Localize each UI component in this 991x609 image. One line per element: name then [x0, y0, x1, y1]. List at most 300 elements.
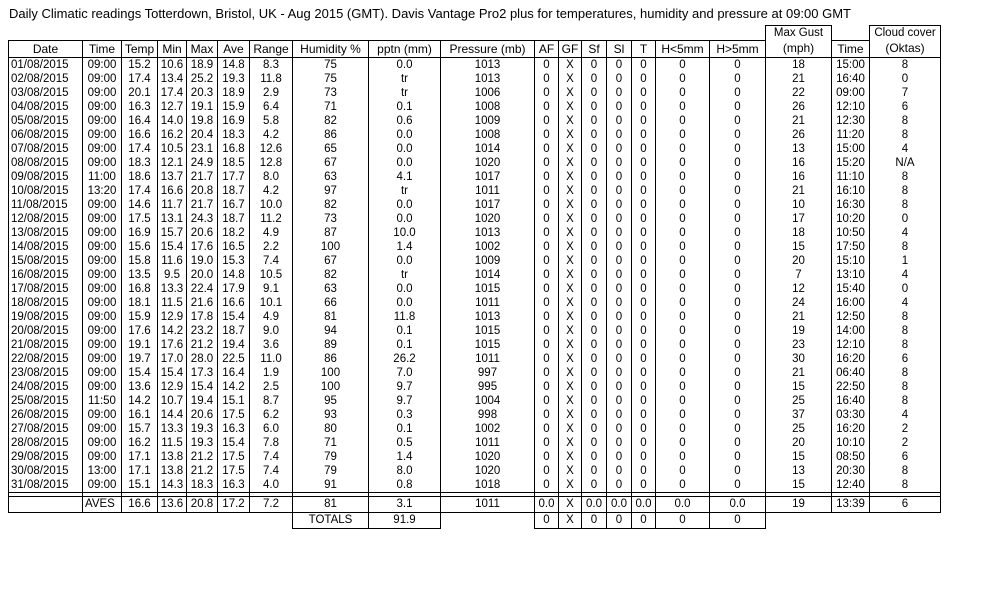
cell-min: 15.4	[158, 240, 187, 254]
cell-min: 12.7	[158, 100, 187, 114]
cell-temp: 15.9	[122, 310, 158, 324]
cell-humidity: 86	[293, 128, 369, 142]
cell-h-lt-5mm: 0	[656, 226, 710, 240]
cell-af: 0	[535, 436, 559, 450]
cell-ave: 16.5	[218, 240, 250, 254]
cell-sf: 0	[582, 226, 607, 240]
cell-sl: 0	[607, 142, 632, 156]
cell-humidity: 81	[293, 310, 369, 324]
cell-range: 7.4	[250, 254, 293, 268]
cell-gust-time: 12:40	[832, 478, 870, 493]
cell-sl: 0	[607, 184, 632, 198]
cell-pptn: 0.1	[369, 422, 441, 436]
cell-pressure: 1013	[441, 226, 535, 240]
cell-temp: 20.1	[122, 86, 158, 100]
cell-h-gt-5mm: 0	[710, 310, 766, 324]
table-row	[9, 170, 941, 184]
cell-range: 10.0	[250, 198, 293, 212]
cell-pressure: 1015	[441, 282, 535, 296]
cell-temp: 15.6	[122, 240, 158, 254]
cell-date: 12/08/2015	[9, 212, 83, 226]
cell-cloud-cover: 6	[870, 100, 941, 114]
cell-gf: X	[559, 282, 582, 296]
cell-gf: X	[559, 156, 582, 170]
cell-min: 10.7	[158, 394, 187, 408]
cell-ave: 18.5	[218, 156, 250, 170]
cell-sf: 0	[582, 156, 607, 170]
cell-t: 0	[632, 254, 656, 268]
cell-gf: X	[559, 380, 582, 394]
cell-sl: 0	[607, 114, 632, 128]
cell-max-gust: 7	[766, 268, 832, 282]
cell-pressure: 1018	[441, 478, 535, 493]
cell-pptn: 0.0	[369, 142, 441, 156]
cell-pressure: 1020	[441, 212, 535, 226]
cell-cloud-cover: 8	[870, 366, 941, 380]
cell-gf: X	[559, 114, 582, 128]
cell-range: 4.0	[250, 478, 293, 493]
cell-temp: 19.7	[122, 352, 158, 366]
cell-temp: 16.9	[122, 226, 158, 240]
cell-max: 21.7	[187, 198, 218, 212]
cell-min: 17.6	[158, 338, 187, 352]
cell-max: 21.2	[187, 464, 218, 478]
cell-temp: 17.6	[122, 324, 158, 338]
cell-pptn: 0.0	[369, 156, 441, 170]
cell-af: 0	[535, 156, 559, 170]
cell-min: 13.1	[158, 212, 187, 226]
cell-max-gust: 37	[766, 408, 832, 422]
cell-max-gust: 19	[766, 324, 832, 338]
cell-gf: X	[559, 324, 582, 338]
header-pptn: pptn (mm)	[369, 40, 441, 57]
cell-gf: X	[559, 296, 582, 310]
cell-range: 4.9	[250, 310, 293, 324]
cell-af: 0	[535, 128, 559, 142]
cell-af: 0	[535, 170, 559, 184]
cell-t: 0	[632, 100, 656, 114]
averages-row	[9, 496, 941, 512]
cell-t: 0	[632, 86, 656, 100]
cell-temp: 15.1	[122, 478, 158, 493]
cell-t: 0	[632, 57, 656, 72]
cell-h-lt-5mm: 0	[656, 114, 710, 128]
table-row	[9, 212, 941, 226]
cell-sf: 0	[582, 254, 607, 268]
cell-ave: 15.4	[218, 310, 250, 324]
cell-time: 09:00	[83, 254, 122, 268]
cell-temp: 16.3	[122, 100, 158, 114]
avg-gust-time: 13:39	[832, 496, 870, 512]
cell-pptn: 0.5	[369, 436, 441, 450]
cell-t: 0	[632, 352, 656, 366]
cell-time: 09:00	[83, 436, 122, 450]
cell-ave: 14.2	[218, 380, 250, 394]
cell-time: 09:00	[83, 478, 122, 493]
cell-t: 0	[632, 226, 656, 240]
cell-h-lt-5mm: 0	[656, 338, 710, 352]
cell-af: 0	[535, 86, 559, 100]
cell-h-gt-5mm: 0	[710, 128, 766, 142]
avg-range: 7.2	[250, 496, 293, 512]
cell-humidity: 95	[293, 394, 369, 408]
cell-pressure: 1008	[441, 100, 535, 114]
cell-cloud-cover: 6	[870, 352, 941, 366]
table-row	[9, 72, 941, 86]
cell-time: 13:00	[83, 464, 122, 478]
cell-sl: 0	[607, 282, 632, 296]
cell-date: 26/08/2015	[9, 408, 83, 422]
cell-range: 12.6	[250, 142, 293, 156]
cell-gust-time: 20:30	[832, 464, 870, 478]
cell-h-lt-5mm: 0	[656, 100, 710, 114]
cell-temp: 17.4	[122, 184, 158, 198]
cell-af: 0	[535, 57, 559, 72]
cell-time: 09:00	[83, 240, 122, 254]
avg-t: 0.0	[632, 496, 656, 512]
cell-time: 09:00	[83, 198, 122, 212]
table-row	[9, 296, 941, 310]
cell-temp: 16.2	[122, 436, 158, 450]
avg-pressure: 1011	[441, 496, 535, 512]
cell-date: 25/08/2015	[9, 394, 83, 408]
cell-pptn: 9.7	[369, 380, 441, 394]
cell-sl: 0	[607, 310, 632, 324]
cell-min: 9.5	[158, 268, 187, 282]
cell-pressure: 1006	[441, 86, 535, 100]
cell-min: 13.7	[158, 170, 187, 184]
totals-row	[9, 512, 941, 528]
cell-gf: X	[559, 310, 582, 324]
header-cloud-cover: Cloud cover	[870, 26, 941, 41]
header-gust-mph: (mph)	[766, 40, 832, 57]
cell-ave: 18.9	[218, 86, 250, 100]
cell-humidity: 79	[293, 464, 369, 478]
cell-pptn: tr	[369, 184, 441, 198]
cell-humidity: 65	[293, 142, 369, 156]
table-row	[9, 226, 941, 240]
header-gust-time: Time	[832, 40, 870, 57]
cell-sl: 0	[607, 72, 632, 86]
cell-max-gust: 18	[766, 57, 832, 72]
avg-gf: X	[559, 496, 582, 512]
cell-h-lt-5mm: 0	[656, 464, 710, 478]
cell-date: 30/08/2015	[9, 464, 83, 478]
cell-pptn: 0.0	[369, 282, 441, 296]
table-row	[9, 114, 941, 128]
cell-min: 13.4	[158, 72, 187, 86]
header-ave: Ave	[218, 40, 250, 57]
cell-max-gust: 25	[766, 394, 832, 408]
cell-date: 24/08/2015	[9, 380, 83, 394]
cell-sl: 0	[607, 86, 632, 100]
cell-af: 0	[535, 408, 559, 422]
avg-h-lt-5mm: 0.0	[656, 496, 710, 512]
cell-min: 16.2	[158, 128, 187, 142]
cell-humidity: 67	[293, 254, 369, 268]
cell-time: 09:00	[83, 380, 122, 394]
cell-gust-time: 12:30	[832, 114, 870, 128]
cell-cloud-cover: 8	[870, 57, 941, 72]
cell-max-gust: 30	[766, 352, 832, 366]
cell-sf: 0	[582, 338, 607, 352]
cell-date: 03/08/2015	[9, 86, 83, 100]
cell-h-lt-5mm: 0	[656, 436, 710, 450]
cell-date: 13/08/2015	[9, 226, 83, 240]
cell-pptn: 1.4	[369, 240, 441, 254]
cell-t: 0	[632, 184, 656, 198]
cell-h-lt-5mm: 0	[656, 212, 710, 226]
cell-date: 23/08/2015	[9, 366, 83, 380]
cell-time: 09:00	[83, 226, 122, 240]
cell-gust-time: 22:50	[832, 380, 870, 394]
cell-gf: X	[559, 86, 582, 100]
cell-pressure: 1015	[441, 324, 535, 338]
cell-pressure: 1013	[441, 57, 535, 72]
cell-max: 18.9	[187, 57, 218, 72]
cell-h-gt-5mm: 0	[710, 114, 766, 128]
cell-gust-time: 12:50	[832, 310, 870, 324]
cell-gust-time: 11:20	[832, 128, 870, 142]
cell-af: 0	[535, 310, 559, 324]
cell-humidity: 89	[293, 338, 369, 352]
cell-h-lt-5mm: 0	[656, 156, 710, 170]
cell-min: 14.4	[158, 408, 187, 422]
cell-sl: 0	[607, 450, 632, 464]
cell-max: 21.6	[187, 296, 218, 310]
cell-range: 7.4	[250, 464, 293, 478]
cell-date: 28/08/2015	[9, 436, 83, 450]
cell-t: 0	[632, 380, 656, 394]
cell-cloud-cover: 2	[870, 436, 941, 450]
cell-gust-time: 16:00	[832, 296, 870, 310]
cell-min: 13.8	[158, 464, 187, 478]
cell-range: 6.2	[250, 408, 293, 422]
cell-date: 17/08/2015	[9, 282, 83, 296]
table-row	[9, 310, 941, 324]
cell-gf: X	[559, 268, 582, 282]
cell-h-lt-5mm: 0	[656, 170, 710, 184]
cell-pptn: tr	[369, 72, 441, 86]
cell-cloud-cover: 8	[870, 478, 941, 493]
cell-ave: 19.3	[218, 72, 250, 86]
total-pptn: 91.9	[369, 512, 441, 528]
cell-max: 20.6	[187, 226, 218, 240]
cell-pptn: 1.4	[369, 450, 441, 464]
cell-sf: 0	[582, 366, 607, 380]
cell-min: 16.6	[158, 184, 187, 198]
cell-range: 6.0	[250, 422, 293, 436]
cell-min: 10.5	[158, 142, 187, 156]
cell-af: 0	[535, 184, 559, 198]
cell-pptn: 0.0	[369, 128, 441, 142]
cell-date: 01/08/2015	[9, 57, 83, 72]
cell-max-gust: 25	[766, 422, 832, 436]
cell-date: 29/08/2015	[9, 450, 83, 464]
cell-ave: 14.8	[218, 268, 250, 282]
cell-pressure: 1011	[441, 296, 535, 310]
avg-min: 13.6	[158, 496, 187, 512]
cell-max: 20.0	[187, 268, 218, 282]
cell-max: 23.1	[187, 142, 218, 156]
averages-label: AVES	[83, 496, 122, 512]
cell-range: 8.3	[250, 57, 293, 72]
cell-t: 0	[632, 212, 656, 226]
avg-sf: 0.0	[582, 496, 607, 512]
cell-pressure: 1004	[441, 394, 535, 408]
cell-pptn: 0.1	[369, 324, 441, 338]
cell-af: 0	[535, 296, 559, 310]
cell-pptn: 11.8	[369, 310, 441, 324]
cell-sl: 0	[607, 254, 632, 268]
cell-time: 11:50	[83, 394, 122, 408]
cell-pressure: 1002	[441, 422, 535, 436]
table-row	[9, 128, 941, 142]
cell-time: 09:00	[83, 72, 122, 86]
cell-sf: 0	[582, 142, 607, 156]
cell-temp: 18.1	[122, 296, 158, 310]
cell-cloud-cover: 8	[870, 310, 941, 324]
cell-humidity: 94	[293, 324, 369, 338]
cell-sf: 0	[582, 450, 607, 464]
cell-temp: 17.4	[122, 142, 158, 156]
cell-max-gust: 22	[766, 86, 832, 100]
cell-max: 22.4	[187, 282, 218, 296]
cell-humidity: 82	[293, 268, 369, 282]
page-title: Daily Climatic readings Totterdown, Bristol, UK - Aug 2015 (GMT). Davis Vantage Pro2 plus for temperatures, humidity and pressure at 09:00 GMT	[9, 6, 851, 21]
cell-range: 2.9	[250, 86, 293, 100]
cell-pressure: 1009	[441, 254, 535, 268]
cell-sl: 0	[607, 366, 632, 380]
cell-humidity: 66	[293, 296, 369, 310]
cell-cloud-cover: 8	[870, 380, 941, 394]
cell-max: 24.3	[187, 212, 218, 226]
cell-ave: 15.9	[218, 100, 250, 114]
cell-gust-time: 08:50	[832, 450, 870, 464]
cell-sf: 0	[582, 212, 607, 226]
cell-sf: 0	[582, 464, 607, 478]
cell-pressure: 1017	[441, 170, 535, 184]
cell-humidity: 82	[293, 114, 369, 128]
cell-h-gt-5mm: 0	[710, 366, 766, 380]
cell-h-gt-5mm: 0	[710, 464, 766, 478]
cell-sl: 0	[607, 436, 632, 450]
cell-pressure: 1011	[441, 436, 535, 450]
cell-af: 0	[535, 198, 559, 212]
cell-h-gt-5mm: 0	[710, 408, 766, 422]
cell-range: 11.8	[250, 72, 293, 86]
cell-pressure: 1020	[441, 450, 535, 464]
header-max-gust: Max Gust	[766, 26, 832, 41]
cell-sl: 0	[607, 268, 632, 282]
cell-gf: X	[559, 170, 582, 184]
cell-temp: 17.5	[122, 212, 158, 226]
cell-temp: 15.2	[122, 57, 158, 72]
cell-range: 6.4	[250, 100, 293, 114]
cell-temp: 16.4	[122, 114, 158, 128]
cell-gust-time: 15:10	[832, 254, 870, 268]
cell-date: 04/08/2015	[9, 100, 83, 114]
cell-humidity: 73	[293, 212, 369, 226]
cell-pressure: 1011	[441, 352, 535, 366]
cell-min: 12.9	[158, 380, 187, 394]
cell-sf: 0	[582, 114, 607, 128]
cell-temp: 18.3	[122, 156, 158, 170]
cell-h-gt-5mm: 0	[710, 156, 766, 170]
table-row	[9, 450, 941, 464]
cell-cloud-cover: 0	[870, 72, 941, 86]
cell-time: 09:00	[83, 57, 122, 72]
cell-date: 10/08/2015	[9, 184, 83, 198]
cell-ave: 16.6	[218, 296, 250, 310]
cell-humidity: 91	[293, 478, 369, 493]
total-t: 0	[632, 512, 656, 528]
cell-date: 15/08/2015	[9, 254, 83, 268]
cell-pressure: 1011	[441, 184, 535, 198]
cell-sl: 0	[607, 422, 632, 436]
cell-af: 0	[535, 282, 559, 296]
cell-pptn: 9.7	[369, 394, 441, 408]
cell-ave: 18.7	[218, 184, 250, 198]
cell-max: 28.0	[187, 352, 218, 366]
cell-min: 17.0	[158, 352, 187, 366]
cell-sl: 0	[607, 296, 632, 310]
cell-ave: 19.4	[218, 338, 250, 352]
cell-sl: 0	[607, 156, 632, 170]
cell-sl: 0	[607, 380, 632, 394]
cell-cloud-cover: 4	[870, 296, 941, 310]
cell-max: 23.2	[187, 324, 218, 338]
cell-pptn: 0.0	[369, 57, 441, 72]
cell-h-gt-5mm: 0	[710, 296, 766, 310]
cell-h-gt-5mm: 0	[710, 352, 766, 366]
cell-temp: 16.8	[122, 282, 158, 296]
cell-time: 09:00	[83, 366, 122, 380]
cell-pptn: 0.1	[369, 100, 441, 114]
cell-max: 19.4	[187, 394, 218, 408]
cell-af: 0	[535, 380, 559, 394]
cell-sf: 0	[582, 310, 607, 324]
cell-humidity: 67	[293, 156, 369, 170]
cell-t: 0	[632, 142, 656, 156]
cell-date: 14/08/2015	[9, 240, 83, 254]
cell-min: 17.4	[158, 86, 187, 100]
avg-sl: 0.0	[607, 496, 632, 512]
cell-h-gt-5mm: 0	[710, 436, 766, 450]
header-h-lt-5mm: H<5mm	[656, 40, 710, 57]
cell-h-lt-5mm: 0	[656, 408, 710, 422]
cell-ave: 16.4	[218, 366, 250, 380]
cell-max-gust: 16	[766, 170, 832, 184]
cell-af: 0	[535, 100, 559, 114]
cell-max-gust: 21	[766, 310, 832, 324]
cell-max: 20.3	[187, 86, 218, 100]
cell-sl: 0	[607, 394, 632, 408]
avg-max-gust: 19	[766, 496, 832, 512]
header-max: Max	[187, 40, 218, 57]
cell-pressure: 1017	[441, 198, 535, 212]
header-min: Min	[158, 40, 187, 57]
cell-sf: 0	[582, 128, 607, 142]
cell-max: 21.2	[187, 450, 218, 464]
cell-max: 19.1	[187, 100, 218, 114]
avg-af: 0.0	[535, 496, 559, 512]
cell-date: 02/08/2015	[9, 72, 83, 86]
cell-humidity: 93	[293, 408, 369, 422]
cell-sf: 0	[582, 86, 607, 100]
cell-ave: 17.5	[218, 408, 250, 422]
cell-humidity: 97	[293, 184, 369, 198]
